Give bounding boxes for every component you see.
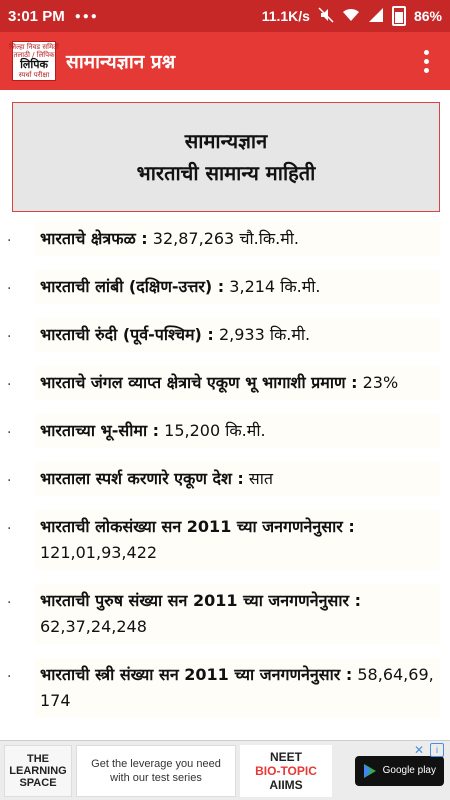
status-bar: [0, 0, 450, 32]
item-label: भारताचे जंगल व्याप्त क्षेत्राचे एकूण भू भागाशी प्रमाण :: [40, 373, 358, 392]
battery-icon: [392, 6, 406, 26]
ad-brand-line-3: SPACE: [19, 776, 57, 789]
ad-brand-line-2: LEARNING: [9, 764, 67, 777]
google-play-button[interactable]: [355, 756, 444, 786]
item-value: 3,214 कि.मी.: [229, 277, 321, 296]
item-value: 23%: [362, 373, 399, 392]
ad-neet-line-1: NEET: [269, 749, 302, 764]
item-label: भारताची लांबी (दक्षिण-उत्तर) :: [40, 277, 225, 296]
list-item: [7, 270, 440, 304]
list-item: [7, 318, 440, 352]
item-label: भारताची लोकसंख्या सन 2011 च्या जनगणनेनुसार :: [40, 517, 355, 536]
bullet-icon: ·: [7, 521, 12, 537]
status-time: 3:01 PM: [8, 7, 65, 25]
item-value: 2,933 कि.मी.: [218, 325, 311, 344]
network-speed: 11.1K/s: [261, 8, 310, 24]
item-value: 62,37,24,248: [40, 617, 147, 636]
app-title: सामान्यज्ञान प्रश्न: [66, 51, 176, 73]
google-play-label: Google play: [382, 765, 436, 776]
list-item: [7, 366, 440, 400]
bullet-icon: ·: [7, 377, 12, 393]
item-value: 32,87,263 चौ.कि.मी.: [152, 229, 300, 248]
overflow-menu-icon[interactable]: [414, 50, 438, 73]
status-right: [262, 6, 442, 26]
item-value: सात: [248, 469, 273, 488]
logo-line-2: तलाठी / लिपिक: [13, 51, 55, 59]
notification-dots-icon: ●●●: [74, 10, 99, 22]
battery-percent: 86%: [413, 8, 442, 24]
signal-icon: [368, 7, 384, 26]
ad-neet-line-3: AIIMS: [269, 777, 303, 792]
item-label: भारताची रुंदी (पूर्व-पश्चिम) :: [40, 325, 214, 344]
list-item: [7, 462, 440, 496]
item-value: 58,64,69, 174: [40, 665, 434, 710]
ad-brand-line-1: THE: [27, 752, 49, 765]
bullet-icon: ·: [7, 281, 12, 297]
bullet-icon: ·: [7, 233, 12, 249]
item-label: भारताची पुरुष संख्या सन 2011 च्या जनगणनेनुसार :: [40, 591, 361, 610]
list-item: [7, 658, 440, 718]
logo-line-4: स्पर्धा परीक्षा: [18, 71, 50, 79]
header-line-1: सामान्यज्ञान: [184, 129, 268, 153]
header-line-2: भारताची सामान्य माहिती: [136, 161, 316, 185]
fact-list: [0, 222, 450, 732]
bullet-icon: ·: [7, 329, 12, 345]
bullet-icon: ·: [7, 473, 12, 489]
ad-info-icon[interactable]: i: [430, 743, 444, 757]
item-label: भारताची स्त्री संख्या सन 2011 च्या जनगणनेनुसार :: [40, 665, 353, 684]
ad-brand-logo[interactable]: [4, 745, 72, 797]
ad-neet-block[interactable]: [240, 745, 332, 797]
item-label: भारताला स्पर्श करणारे एकूण देश :: [40, 469, 244, 488]
ad-tagline[interactable]: Get the leverage you need with our test series: [76, 745, 236, 797]
item-label: भारताच्या भू-सीमा :: [40, 421, 160, 440]
list-item: [7, 222, 440, 256]
logo-line-1: जिल्हा निवड समिती: [9, 43, 59, 51]
item-value: 121,01,93,422: [40, 543, 158, 562]
item-value: 15,200 कि.मी.: [164, 421, 266, 440]
list-item: [7, 584, 440, 644]
content-area[interactable]: [0, 90, 450, 740]
topic-header: [12, 102, 440, 212]
item-label: भारताचे क्षेत्रफळ :: [40, 229, 148, 248]
app-logo: [9, 41, 59, 81]
app-bar: [0, 32, 450, 90]
ad-neet-line-2: BIO-TOPIC: [255, 763, 317, 778]
bullet-icon: ·: [7, 669, 12, 685]
list-item: [7, 414, 440, 448]
bullet-icon: ·: [7, 595, 12, 611]
wifi-icon: [342, 7, 360, 26]
logo-line-3: लिपिक: [20, 58, 48, 71]
list-item: [7, 510, 440, 570]
bullet-icon: ·: [7, 425, 12, 441]
ad-close-icon[interactable]: ✕: [413, 743, 425, 757]
play-store-icon: [363, 763, 377, 779]
mute-icon: [318, 7, 334, 26]
ad-banner[interactable]: [0, 740, 450, 800]
